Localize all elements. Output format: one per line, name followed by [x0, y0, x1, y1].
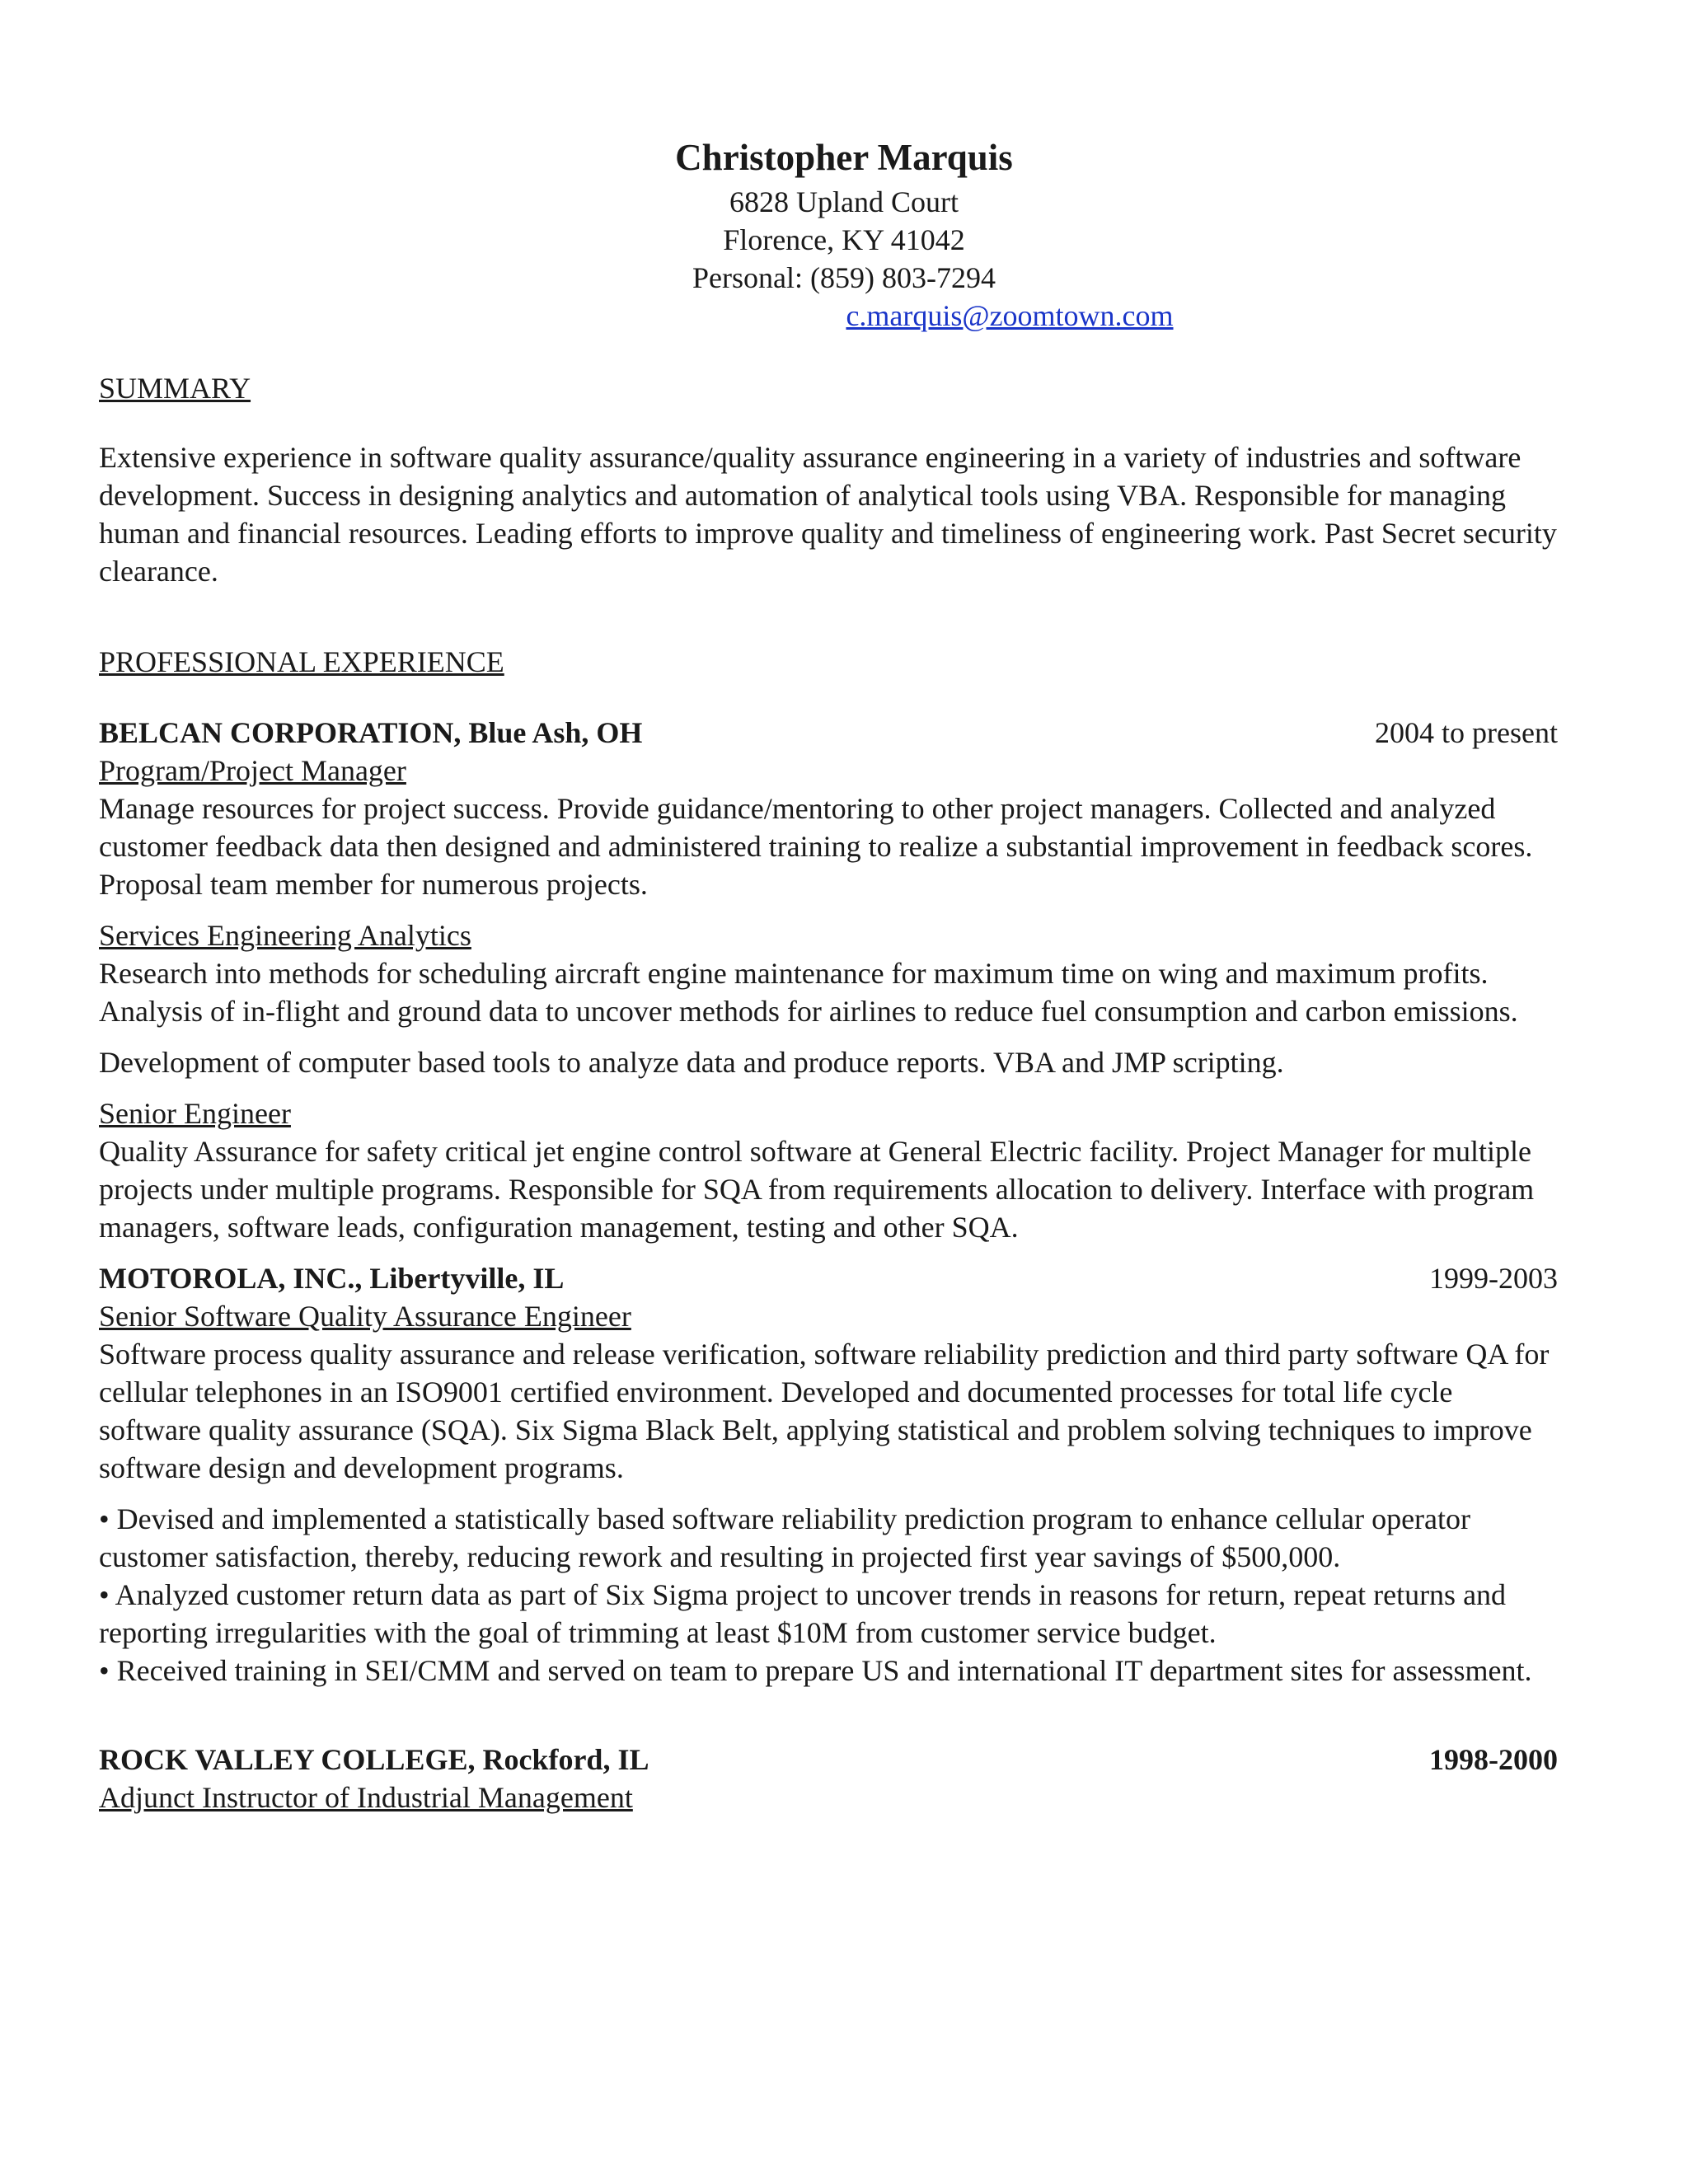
- email-line: [0, 297, 1688, 335]
- summary-heading: SUMMARY: [99, 372, 251, 405]
- role-description: Software process quality assurance and release verification, software reliability prediction and third party software QA for cellular telephones in an ISO9001 certified environment. Developed and documented processes for total life cycle software quality assurance (SQA). Six Sigma Black Belt, applying statistical and problem solving techniques to improve software design and development programs.: [99, 1338, 1550, 1484]
- resume-body: [99, 369, 1558, 1816]
- role-description: Quality Assurance for safety critical jet engine control software at General Electric facility. Project Manager for multiple projects under multiple programs. Responsible for SQA from requirements allocation to delivery. Interface with program managers, software leads, configuration management, testing and other SQA.: [99, 1135, 1535, 1244]
- company-name: ROCK VALLEY COLLEGE, Rockford, IL: [99, 1743, 649, 1776]
- role-description: Manage resources for project success. Provide guidance/mentoring to other project managers. Collected and analyzed customer feedback data then designed and administered training to realize a substantial improvement in feedback scores. Proposal team member for numerous projects.: [99, 792, 1533, 901]
- role-title: Senior Software Quality Assurance Engineer: [99, 1300, 631, 1333]
- achievement-item: • Devised and implemented a statistically based software reliability prediction program to enhance cellular operator customer satisfaction, thereby, reducing rework and resulting in projected first year savings of $500,000.: [99, 1502, 1470, 1573]
- role-title: Program/Project Manager: [99, 754, 406, 787]
- role-title: Services Engineering Analytics: [99, 919, 471, 952]
- email-link[interactable]: c.marquis@zoomtown.com: [846, 299, 1174, 332]
- job-header-belcan: [99, 714, 1558, 752]
- job-dates: 1998-2000: [1429, 1743, 1558, 1776]
- phone-number: Personal: (859) 803-7294: [692, 261, 996, 294]
- company-name: BELCAN CORPORATION, Blue Ash, OH: [99, 716, 643, 749]
- address-line-1: 6828 Upland Court: [729, 185, 959, 218]
- experience-heading: PROFESSIONAL EXPERIENCE: [99, 645, 504, 678]
- role-title: Adjunct Instructor of Industrial Management: [99, 1781, 633, 1814]
- achievement-item: • Analyzed customer return data as part of Six Sigma project to uncover trends in reasons for return, repeat returns and reporting irregularities with the goal of trimming at least $10M from customer service budget.: [99, 1578, 1507, 1649]
- role-title: Senior Engineer: [99, 1097, 291, 1130]
- job-header-motorola: [99, 1259, 1558, 1297]
- job-dates: 2004 to present: [1375, 716, 1558, 749]
- contact-header: [0, 132, 1688, 335]
- job-dates: 1999-2003: [1429, 1262, 1558, 1295]
- role-description: Research into methods for scheduling aircraft engine maintenance for maximum time on wing and maximum profits. Analysis of in-flight and ground data to uncover methods for airlines to reduce fuel consumption and carbon emissions.: [99, 957, 1518, 1028]
- address-line-2: Florence, KY 41042: [723, 223, 965, 256]
- achievement-list: [99, 1500, 1558, 1690]
- job-header-rock-valley: [99, 1741, 1558, 1779]
- role-description: Development of computer based tools to analyze data and produce reports. VBA and JMP scripting.: [99, 1046, 1284, 1079]
- summary-text: Extensive experience in software quality assurance/quality assurance engineering in a variety of industries and software development. Success in designing analytics and automation of analytical tools using VBA. Responsible for managing human and financial resources. Leading efforts to improve quality and timeliness of engineering work. Past Secret security clearance.: [99, 441, 1557, 588]
- candidate-name: Christopher Marquis: [675, 137, 1013, 178]
- company-name: MOTOROLA, INC., Libertyville, IL: [99, 1262, 565, 1295]
- achievement-item: • Received training in SEI/CMM and served on team to prepare US and international IT department sites for assessment.: [99, 1654, 1532, 1687]
